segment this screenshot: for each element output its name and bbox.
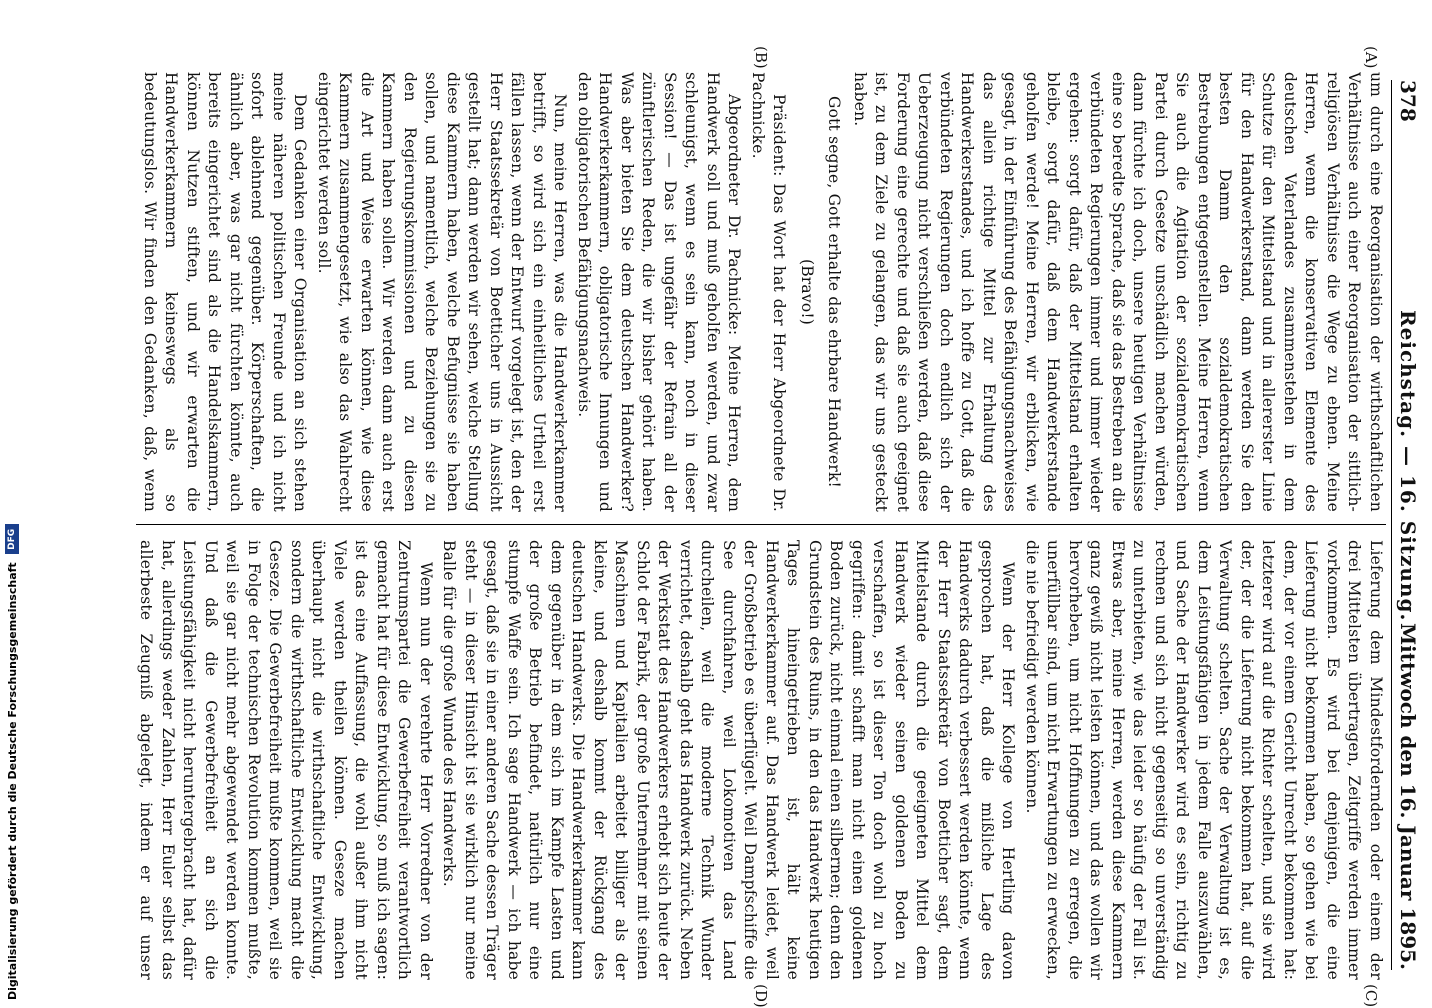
- paragraph: um durch eine Reorganisation der wirthschaftlichen Verhältnisse auch einer Reorganisation der sittlich-religiösen Verhältnisse die Wege zu ebnen. Meine Herren, wenn die konservativen Elemente des deutschen Vaterlandes zusammenstehen in dem Schutze für den Mittelstand und in allererster Linie für den Handwerkerstand, dann werden Sie den besten Damm den sozialdemokratischen Bestrebungen entgegenstellen. Meine Herren, wenn Sie auch die Agitation der sozialdemokratischen Partei durch Gesetze unschädlich machen würden, dann fürchte ich doch, unsere heutigen Verhältnisse eine so beredte Sprache, daß sie das Bestreben an die verbündeten Regierungen immer und immer wieder ergehen: sorgt dafür, daß der Mittelstand erhalten bleibe, sorgt dafür, daß dem Handwerkerstande geholfen werde! Meine Herren, wir erblicken, wie gesagt, in der Einführung des Befähigungsnachweises das allein richtige Mittel zur Erhaltung des Handwerkerstandes, und ich hoffe zu Gott, daß die verbündeten Regierungen doch endlich sich der Ueberzeugung nicht verschließen werden, daß diese Forderung eine gerechte und daß sie auch geeignet ist, zu dem Ziele zu gelangen, das wir uns gesteckt haben.: [851, 72, 1385, 512]
- applause-note: (Bravo!): [798, 258, 816, 326]
- speaker-announcement: Präsident: Das Wort hat der Herr Abgeordnete Dr. Pachnicke.: [749, 72, 789, 512]
- digitization-footer: [2, 0, 22, 1000]
- footer-credit: Digitalisierung gefördert durch die Deutsche Forschungsgemeinschaft: [5, 562, 19, 1000]
- right-column: [136, 540, 1386, 980]
- margin-marker-a: (A): [1362, 46, 1380, 69]
- column-divider: [136, 524, 1386, 525]
- margin-marker-b: (B): [752, 46, 770, 69]
- dfg-logo-icon: DFG: [5, 524, 19, 554]
- margin-marker-c: (C): [1362, 984, 1380, 1008]
- closing-line: Gott segne, Gott erhalte das ehrbare Handwerk!: [825, 96, 844, 488]
- page-header: [1391, 80, 1426, 970]
- left-column: [136, 72, 1386, 512]
- page: [50, 40, 1430, 1008]
- session-date: Mittwoch den 16. Januar 1895.: [1396, 622, 1420, 970]
- paragraph: Dem Gedanken einer Organisation an sich stehen meine näheren politischen Freunde und ich nicht sofort ablehnend gegenüber. Körperschaften, die ähnlich aber, was gar nicht fürchten könnte, auch bereits eingerichtet sind als die Handelskammern, können Nutzen stiften, und wir erwarten die Handwerkerkammern keineswegs als so bedeutungslos. Wir finden den Gedanken, daß, wenn: [141, 72, 310, 512]
- margin-marker-d: (D): [752, 984, 770, 1008]
- session-title: Reichstag. — 16. Sitzung.: [1396, 310, 1420, 622]
- paragraph: Lieferung dem Mindestfordernden oder einem der drei Mittelsten übertragen, Zeitgriffe werden immer vorkommen. Es wird bei denjenigen, die eine Lieferung nicht bekommen haben, so gehen wie bei dem, der vor einem Gericht Unrecht bekommen hat: letzterer wird auf die Richter schelten, und sie wird der, der die Lieferung nicht bekommen hat, auf die Verwaltung schelten. Sache der Verwaltung ist es, dem Leistungsfähigen in jedem Falle auszuwählen, und Sache der Handwerker wird es sein, richtig zu rechnen und sich nicht gegenseitig so unverständig zu unterbieten, wie das leider so häufig der Fall ist. Etwas aber, meine Herren, werden diese Kammern ganz gewiß nicht leisten können, und das wollen wir hervorheben, um nicht Hoffnungen zu erregen, die unerfüllbar sind, um nicht Erwartungen zu erwecken, die nie befriedigt werden können.: [1023, 540, 1385, 980]
- paragraph: Nun, meine Herren, was die Handwerkerkammer betrifft, so wird sich ein einheitliches Urtheil erst fällen lassen, wenn der Entwurf vorgelegt ist, den der Herr Staatssekretär von Boetticher uns in Aussicht gestellt hat; dann werden wir sehen, welche Stellung diese Kammern haben, welche Befugnisse sie haben sollen, und namentlich, welche Beziehungen sie zu den Regierungskommissionen und zu diesen Kammern haben sollen. Wir werden dann auch erst die Art und Weise erwarten können, wie diese Kammern zusammengesetzt, wie also das Wahlrecht eingerichtet werden soll.: [315, 72, 570, 512]
- paragraph: Wenn der Herr Kollege von Hertling davon gesprochen hat, daß die mißliche Lage des Handwerks dadurch verbessert werden könnte, wenn der Herr Staatssekretär von Boetticher sagt, dem Mittelstande durch die geeigneten Mittel dem Handwerk wieder seinen goldenen Boden zu verschaffen, so ist dieser Ton doch wohl zu hoch gegriffen: damit schafft man nicht einen goldenen Boden zurück, nicht einmal einen silbernen; denn den Grundstein des Ruins, in den das Handwerk heutigen Tages hineingetrieben ist, hält keine Handwerkerkammer auf. Das Handwerk leidet, weil der Großbetrieb es überflügelt. Weil Dampfschiffe die See durchfahren, weil Lokomotiven das Land durcheilen, weil die moderne Technik Wunder verrichtet, deshalb geht das Handwerk zurück. Neben der Werkstatt des Handwerkers erhebt sich heute der Schlot der Fabrik, der große Unternehmer mit seinen Maschinen und Kapitalien arbeitet billiger als der kleine, und deshalb kommt der Rückgang des deutschen Handwerks. Die Handwerkerkammer kann dem gegenüber in dem sich im Kampfe Lasten und der große Betrieb befindet, natürlich nur eine stumpfe Waffe sein. Ich sage Handwerk — ich habe gesagt, daß sie in einer anderen Sache dessen Träger steht — in dieser Hinsicht ist sie wirklich nur meine Balle für die große Wunde des Handwerks.: [440, 540, 1018, 980]
- paragraph: Abgeordneter Dr. Pachnicke: Meine Herren, dem Handwerk soll und muß geholfen werden, und zwar schleunigst, wenn es sein kann, noch in dieser Session! — Das ist ungefähr der Refrain all der zünftlerischen Reden, die wir bisher gehört haben. Was aber bieten Sie dem deutschen Handwerker? Handwerkerkammern, obligatorische Innungen und den obligatorischen Befähigungsnachweis.: [575, 72, 744, 512]
- paragraph: Wenn nun der verehrte Herr Vorredner von der Zentrumspartei die Gewerbefreiheit verantwortlich gemacht hat für diese Entwicklung, so muß ich sagen: ist das eine Auffassung, die wohl außer ihm nicht Viele werden theilen können. Geseze machen überhaupt nicht die wirthschaftliche Entwicklung, sondern die wirthschaftliche Entwicklung macht die Geseze. Die Gewerbefreiheit mußte kommen, weil sie in Folge der technischen Revolution kommen mußte, weil sie gar nicht mehr abgewendet werden konnte. Und daß die Gewerbefreiheit an sich die Leistungsfähigkeit nicht heruntergebracht hat, dafür hat, allerdings weder Zahlen, Herr Euler selbst das allerbeste Zeugniß abgelegt, indem er auf unser: [137, 540, 435, 980]
- page-number: 378: [1396, 80, 1420, 122]
